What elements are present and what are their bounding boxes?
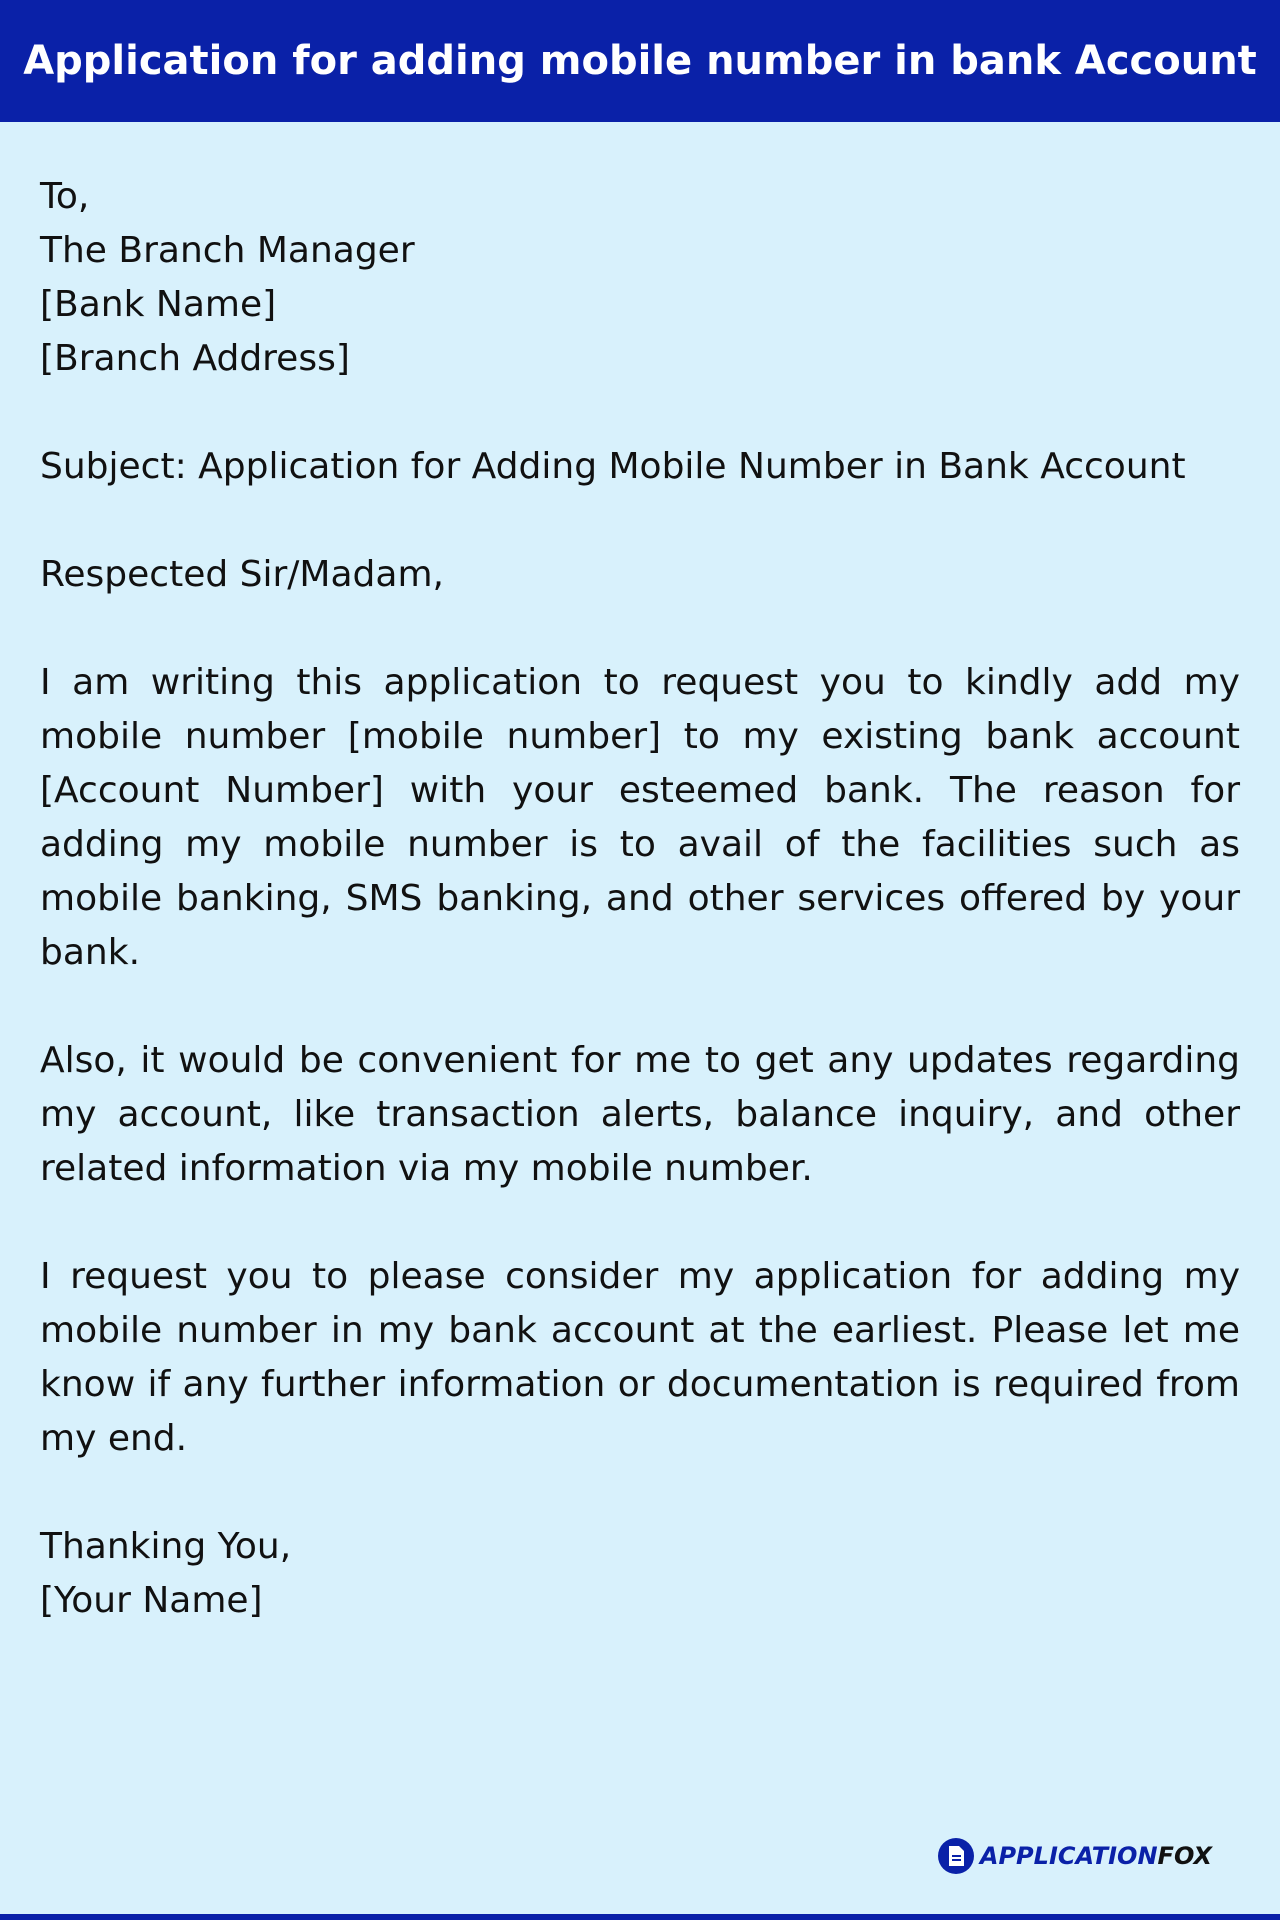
body-paragraph: Also, it would be convenient for me to get any updates regarding my account, like transaction alerts, balance inquiry, and other related information via my mobile number.: [40, 1040, 1240, 1189]
address-line: [Branch Address]: [40, 338, 350, 379]
address-line: The Branch Manager: [40, 230, 415, 271]
body-paragraph: I am writing this application to request you to kindly add my mobile number [mobile number] to my existing bank account [Account Number] with your esteemed bank. The reason for adding my mobile number is to avail of the facilities such as mobile banking, SMS banking, and other services offered by your bank.: [40, 662, 1240, 973]
recipient-address: [40, 170, 1240, 386]
salutation: Respected Sir/Madam,: [40, 554, 444, 595]
brand-name-part1: APPLICATION: [979, 1842, 1158, 1870]
footer-bar: [0, 1914, 1280, 1920]
document-icon: [938, 1838, 974, 1874]
brand-name-part2: FOX: [1157, 1842, 1212, 1870]
address-line: To,: [40, 176, 90, 217]
signature-name: [Your Name]: [40, 1580, 263, 1621]
subject-line: Subject: Application for Adding Mobile Number in Bank Account: [40, 446, 1186, 487]
address-line: [Bank Name]: [40, 284, 277, 325]
closing-line: Thanking You,: [40, 1526, 292, 1567]
brand-logo: [938, 1838, 1212, 1874]
letter-body: [40, 170, 1240, 1628]
page-header: [0, 0, 1280, 122]
body-paragraph: I request you to please consider my application for adding my mobile number in my bank account at the earliest. Please let me know if any further information or documentation is required from my end.: [40, 1256, 1240, 1459]
closing: [40, 1520, 1240, 1628]
page-title: Application for adding mobile number in bank Account: [23, 38, 1257, 84]
brand-name: [980, 1842, 1212, 1870]
